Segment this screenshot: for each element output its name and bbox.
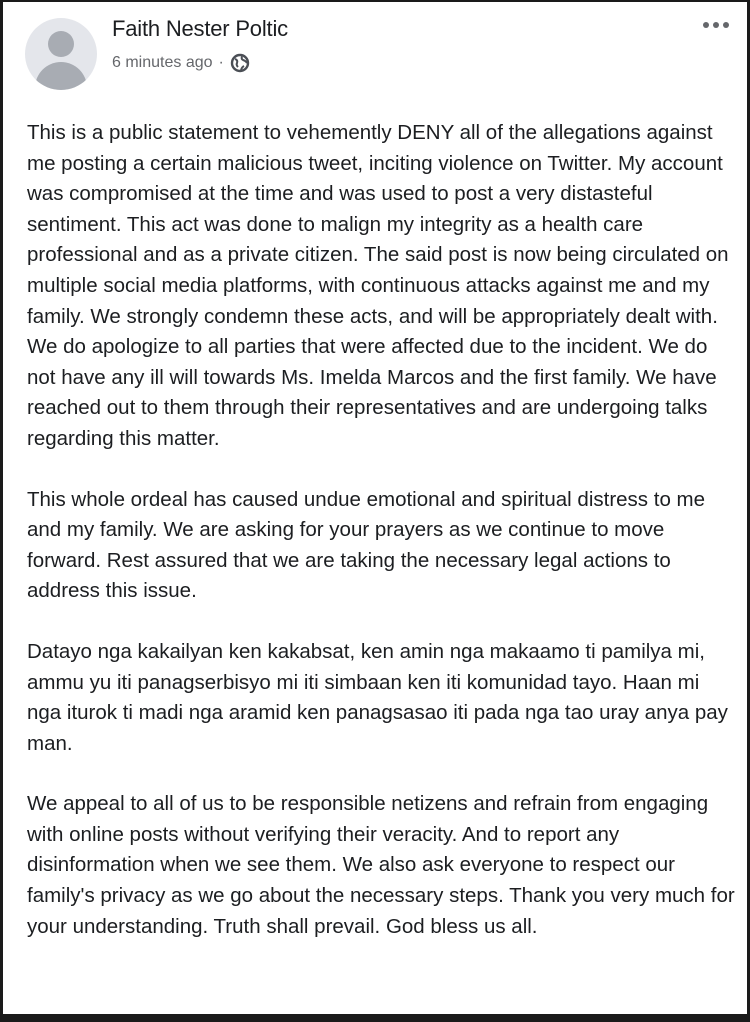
- more-dot: [713, 22, 719, 28]
- post-author-name[interactable]: Faith Nester Poltic: [112, 16, 288, 41]
- post-paragraph: This whole ordeal has caused undue emotional and spiritual distress to me and my family. We are asking for your prayers as we continue to move forward. Rest assured that we are taking the necessary legal actions to address this issue.: [27, 487, 706, 603]
- post-timestamp[interactable]: 6 minutes ago: [112, 54, 213, 71]
- facebook-post: [3, 2, 747, 1014]
- post-paragraph: This is a public statement to vehemently DENY all of the allegations against me posting a certain malicious tweet, inciting violence on Twitter. My account was compromised at the time and was used to post a very distasteful sentiment. This act was done to malign my integrity as a health care professional and as a private citizen. The said post is now being circulated on multiple social media platforms, with continuous attacks against me and my family. We strongly condemn these acts, and will be appropriately dealt with. We do apologize to all parties that were affected due to the incident. We do not have any ill will towards Ms. Imelda Marcos and the first family. We have reached out to them through their representatives and are undergoing talks regarding this matter.: [27, 121, 729, 450]
- more-dot: [723, 22, 729, 28]
- avatar-shoulders-shape: [35, 62, 87, 90]
- globe-icon[interactable]: [230, 53, 250, 73]
- post-paragraph: We appeal to all of us to be responsible netizens and refrain from engaging with online posts without verifying their veracity. And to report any disinformation when we see them. We also ask everyone to respect our family's privacy as we go about the necessary steps. Thank you very much for your understanding. Truth shall prevail. God bless us all.: [27, 792, 735, 938]
- more-dot: [703, 22, 709, 28]
- avatar-head-shape: [48, 31, 74, 57]
- post-paragraph: Datayo nga kakailyan ken kakabsat, ken amin nga makaamo ti pamilya mi, ammu yu iti panagserbisyo mi iti simbaan ken iti komunidad tayo. Haan mi nga iturok ti madi nga aramid ken panagsasao iti pada nga tao uray anya pay man.: [27, 639, 728, 755]
- more-options-icon[interactable]: [703, 22, 729, 28]
- avatar[interactable]: [25, 18, 97, 90]
- post-meta: [112, 53, 250, 73]
- meta-separator: ·: [218, 54, 224, 71]
- post-body: [27, 118, 739, 942]
